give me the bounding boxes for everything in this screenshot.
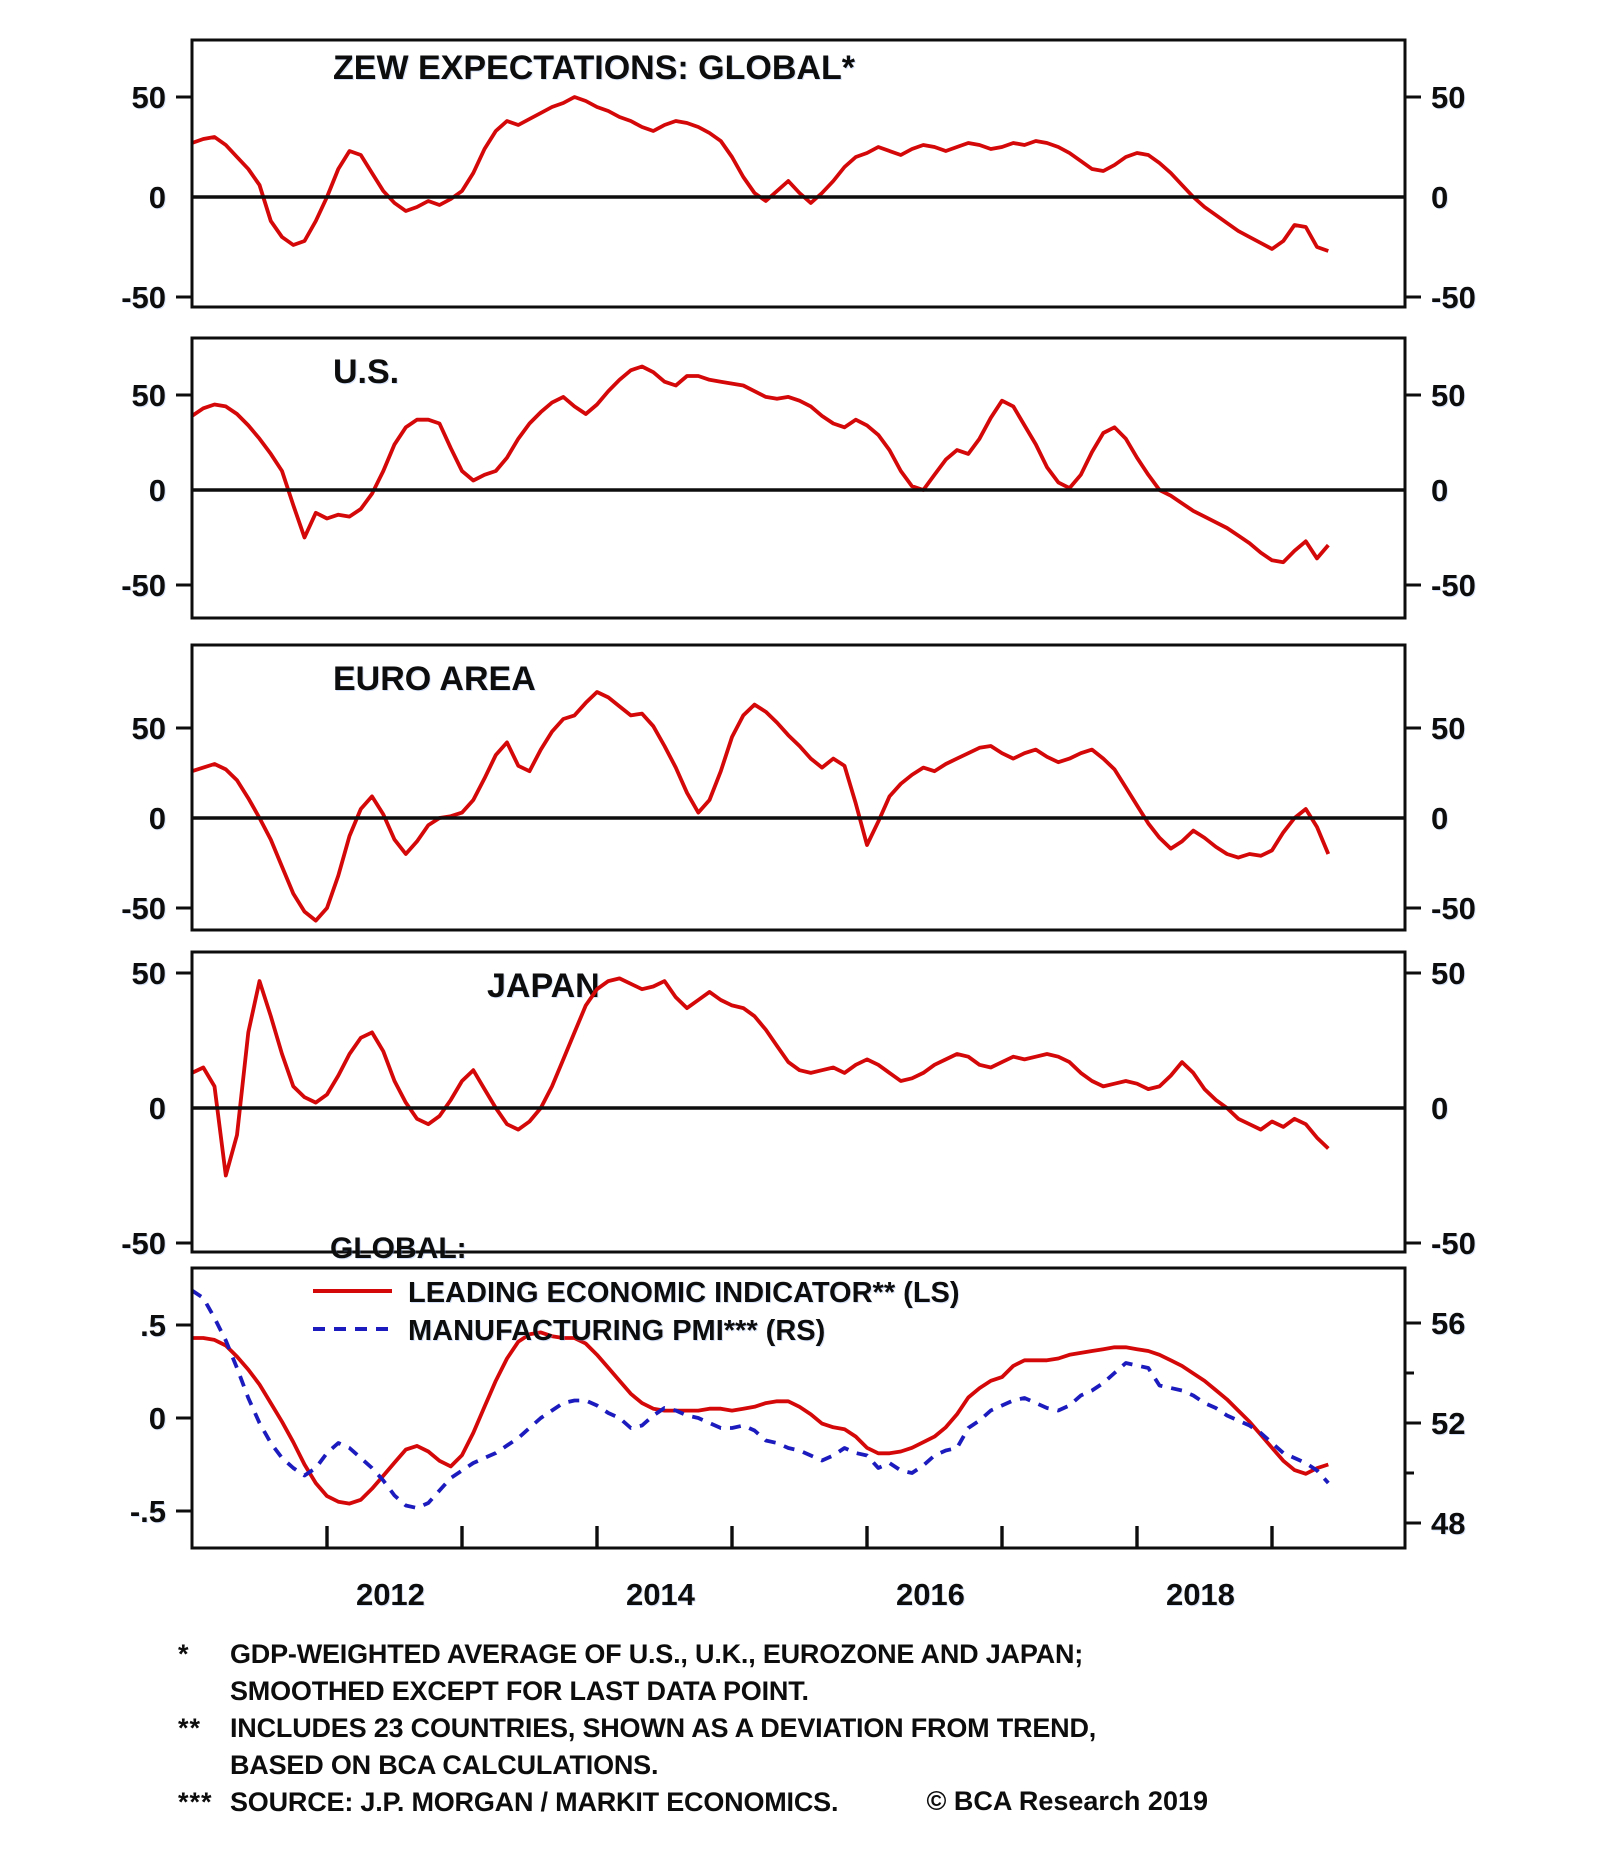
y-tick-label-left: 50 [131,80,166,115]
y-tick-label-right: 50 [1431,956,1466,991]
copyright-notice: © BCA Research 2019 [926,1786,1208,1816]
y-tick-label-right: 0 [1431,801,1449,836]
y-tick-label-left: 50 [131,956,166,991]
y-tick-label-right: 50 [1431,711,1466,746]
y-tick-label-right: -50 [1431,1226,1476,1261]
panel-title: ZEW EXPECTATIONS: GLOBAL* [333,49,855,87]
legend [313,1291,392,1329]
euro-area-line [192,692,1328,921]
y-tick-label-left: 50 [131,378,166,413]
y-tick-label-right: -50 [1431,568,1476,603]
y-tick-label-right: -50 [1431,891,1476,926]
zew-expectations-global--line [192,97,1328,251]
y-tick-label-left: 0 [148,473,166,508]
panel-4 [176,952,1421,1252]
legend-item-label: LEADING ECONOMIC INDICATOR** (LS) [408,1277,960,1309]
x-tick-label: 2012 [355,1577,425,1612]
y-tick-label-left: -50 [121,280,166,315]
legend-heading: GLOBAL: [330,1232,467,1265]
footnote-row [178,1710,1193,1784]
footnote-text: INCLUDES 23 COUNTRIES, SHOWN AS A DEVIATION FROM TREND, BASED ON BCA CALCULATIONS. [230,1713,1097,1780]
y-tick-label-right: -50 [1431,280,1476,315]
panel-title: EURO AREA [333,660,536,698]
footnote-marker: * [178,1639,190,1669]
panel-border [192,952,1405,1252]
y-tick-label-left: -50 [121,568,166,603]
panel-title: U.S. [333,353,400,391]
y-tick-label-right: 0 [1431,1091,1449,1126]
y-tick-label-left: 0 [148,801,166,836]
y-tick-label-right: 52 [1431,1406,1466,1441]
y-tick-label-left: -50 [121,891,166,926]
y-tick-label-right: 48 [1431,1506,1466,1541]
footnote-marker: ** [178,1713,202,1743]
y-tick-label-right: 0 [1431,473,1449,508]
y-tick-label-right: 50 [1431,378,1466,413]
japan-line [192,978,1328,1175]
y-tick-label-left: -50 [121,1226,166,1261]
footnote-text: SOURCE: J.P. MORGAN / MARKIT ECONOMICS. [230,1787,839,1817]
panel-title: JAPAN [487,967,600,1005]
y-tick-label-left: 0 [148,180,166,215]
x-tick-label: 2014 [625,1577,695,1612]
y-tick-label-right: 50 [1431,80,1466,115]
y-tick-label-left: -.5 [129,1494,166,1529]
footnote-marker: *** [178,1787,213,1817]
y-tick-label-left: 0 [148,1091,166,1126]
x-tick-label: 2018 [1165,1577,1235,1612]
x-tick-label: 2016 [895,1577,965,1612]
legend-item-label: MANUFACTURING PMI*** (RS) [408,1315,826,1347]
y-tick-label-left: 50 [131,711,166,746]
y-tick-label-right: 0 [1431,180,1449,215]
y-tick-label-left: .5 [140,1308,166,1343]
y-tick-label-left: 0 [148,1401,166,1436]
y-tick-label-right: 56 [1431,1306,1466,1341]
footnote-text: GDP-WEIGHTED AVERAGE OF U.S., U.K., EUROZONE AND JAPAN; SMOOTHED EXCEPT FOR LAST DATA POINT. [230,1639,1084,1706]
lei-line [192,1332,1328,1503]
u-s--line [192,367,1328,563]
footnote-row [178,1636,1193,1710]
